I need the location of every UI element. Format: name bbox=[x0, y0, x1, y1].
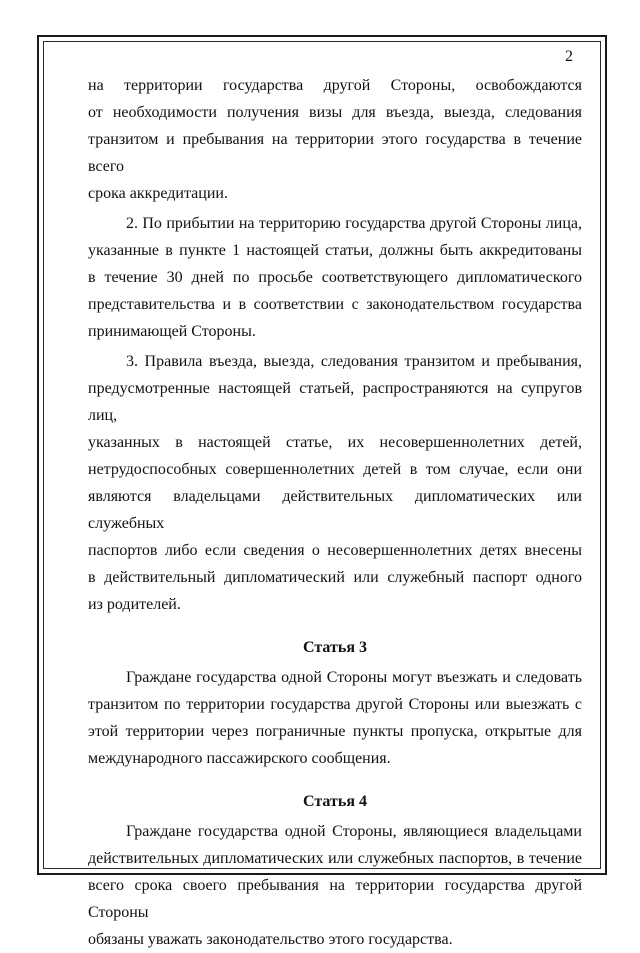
text-line: на территории государства другой Стороны, освобождаются bbox=[88, 77, 582, 94]
text-line: всего срока своего пребывания на территории государства другой Стороны bbox=[88, 877, 582, 921]
text-line: в течение 30 дней по просьбе соответствующего дипломатического bbox=[88, 269, 582, 286]
text-line: представительства и в соответствии с законодательством государства bbox=[88, 296, 582, 313]
paragraph-clause-3 bbox=[88, 348, 582, 618]
text-line: от необходимости получения визы для въезда, выезда, следования bbox=[88, 104, 582, 121]
text-line: транзитом и пребывания на территории этого государства в течение всего bbox=[88, 131, 582, 175]
article-3-heading: Статья 3 bbox=[303, 639, 367, 656]
text-line: предусмотренные настоящей статьей, распространяются на супругов лиц, bbox=[88, 380, 582, 424]
article-4-text bbox=[88, 818, 582, 953]
text-line: Граждане государства одной Стороны могут въезжать и следовать bbox=[126, 669, 582, 686]
text-line: нетрудоспособных совершеннолетних детей в том случае, если они bbox=[88, 461, 582, 478]
text-line: паспортов либо если сведения о несовершеннолетних детях внесены bbox=[88, 542, 582, 559]
text-line: из родителей. bbox=[88, 596, 181, 613]
text-line: международного пассажирского сообщения. bbox=[88, 750, 391, 767]
text-line: обязаны уважать законодательство этого государства. bbox=[88, 931, 453, 948]
text-line: 3. Правила въезда, выезда, следования транзитом и пребывания, bbox=[126, 353, 582, 370]
text-line: Граждане государства одной Стороны, являющиеся владельцами bbox=[126, 823, 582, 840]
document-body bbox=[88, 72, 582, 953]
paragraph-continuation bbox=[88, 72, 582, 207]
text-line: принимающей Стороны. bbox=[88, 323, 256, 340]
text-line: срока аккредитации. bbox=[88, 185, 228, 202]
paragraph-clause-2 bbox=[88, 210, 582, 345]
page-number: 2 bbox=[565, 48, 573, 65]
text-line: этой территории через пограничные пункты пропуска, открытые для bbox=[88, 723, 582, 740]
text-line: являются владельцами действительных дипломатических или служебных bbox=[88, 488, 582, 532]
text-line: транзитом по территории государства другой Стороны или выезжать с bbox=[88, 696, 582, 713]
text-line: действительных дипломатических или служебных паспортов, в течение bbox=[88, 850, 582, 867]
article-3-text bbox=[88, 664, 582, 772]
text-line: указанных в настоящей статье, их несовершеннолетних детей, bbox=[88, 434, 582, 451]
text-line: 2. По прибытии на территорию государства другой Стороны лица, bbox=[126, 215, 582, 232]
text-line: в действительный дипломатический или служебный паспорт одного bbox=[88, 569, 582, 586]
text-line: указанные в пункте 1 настоящей статьи, должны быть аккредитованы bbox=[88, 242, 582, 259]
article-4-heading: Статья 4 bbox=[303, 793, 367, 810]
